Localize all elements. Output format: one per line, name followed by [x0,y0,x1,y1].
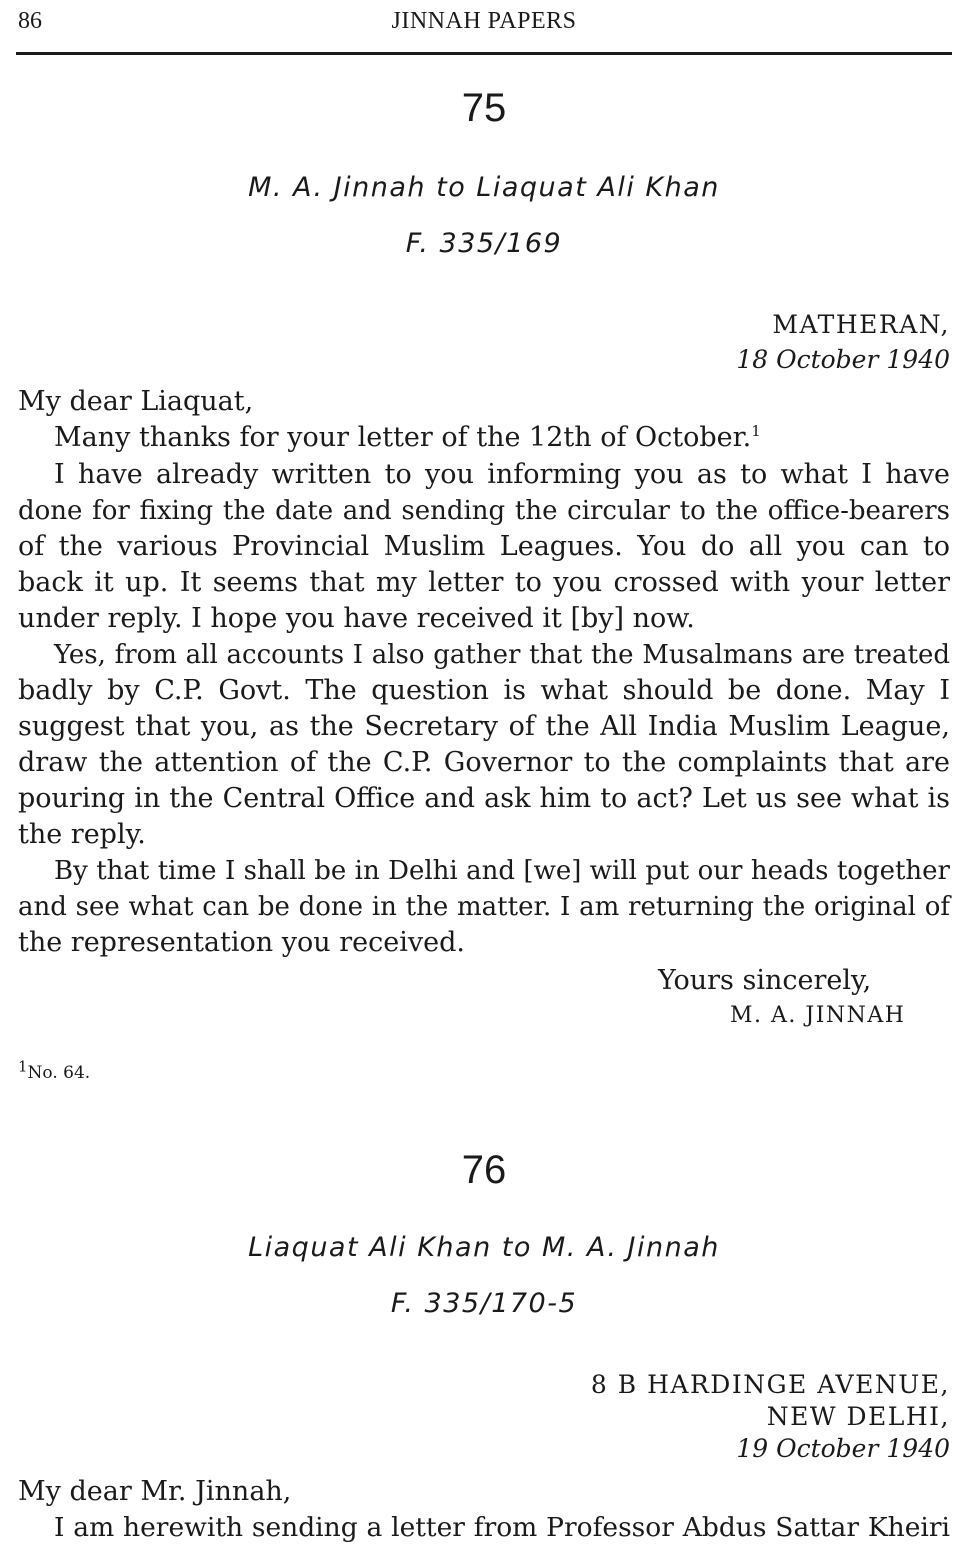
paragraph-line: suggest that you, as the Secretary of the All India Muslim League, [18,711,950,742]
paragraph-line: pouring in the Central Office and ask him to act? Let us see what is [18,783,950,814]
paragraph-line: Yes, from all accounts I also gather that the Musalmans are treated [54,640,950,670]
closing: Yours sincerely, [658,965,872,996]
signature: M. A. JINNAH [730,1003,906,1028]
footnote: $^1$No. 64. [18,1057,91,1083]
paragraph-line: done for fixing the date and sending the circular to the office-bearers [18,496,950,526]
paragraph-line: draw the attention of the C.P. Governor to the complaints that are [18,747,950,778]
document-number: 75 [461,86,507,130]
document-number: 76 [461,1148,507,1192]
paragraph-line: of the various Provincial Muslim Leagues. You do all you can to [18,531,950,562]
paragraph-line: badly by C.P. Govt. The question is what should be done. May I [18,675,950,706]
letter-date: 19 October 1940 [736,1434,950,1463]
paragraph-line: I have already written to you informing you as to what I have [54,459,950,490]
header-rule [16,52,952,55]
footnote-reference: 1 [751,422,761,440]
letter-heading: Liaquat Ali Khan to M. A. Jinnah [248,1232,720,1263]
paragraph-line: the representation you received. [18,927,465,958]
salutation: My dear Mr. Jinnah, [18,1476,292,1507]
paragraph-line: I am herewith sending a letter from Professor Abdus Sattar Kheiri [54,1512,950,1543]
paragraph-line: back it up. It seems that my letter to you crossed with your letter [18,567,950,598]
running-title: JINNAH PAPERS [391,8,577,34]
page-number: 86 [18,8,42,34]
running-head [18,8,950,38]
address-line: 8 B HARDINGE AVENUE, [590,1370,950,1399]
letter-place: MATHERAN, [772,310,950,339]
footnote-mark: 1 [18,1057,28,1076]
paragraph-line: By that time I shall be in Delhi and [we] will put our heads together [54,856,950,886]
salutation: My dear Liaquat, [18,386,254,417]
paragraph-line: and see what can be done in the matter. I am returning the original of [18,892,950,922]
file-reference: F. 335/170-5 [390,1288,578,1319]
file-reference: F. 335/169 [405,228,563,259]
paragraph-line: Many thanks for your letter of the 12th of October.$^1$ [54,422,761,453]
paragraph-line: under reply. I hope you have received it [by] now. [18,603,695,634]
letter-heading: M. A. Jinnah to Liaquat Ali Khan [248,172,720,203]
paragraph-line: the reply. [18,819,146,850]
address-line: NEW DELHI, [766,1402,950,1431]
letter-date: 18 October 1940 [736,345,950,374]
